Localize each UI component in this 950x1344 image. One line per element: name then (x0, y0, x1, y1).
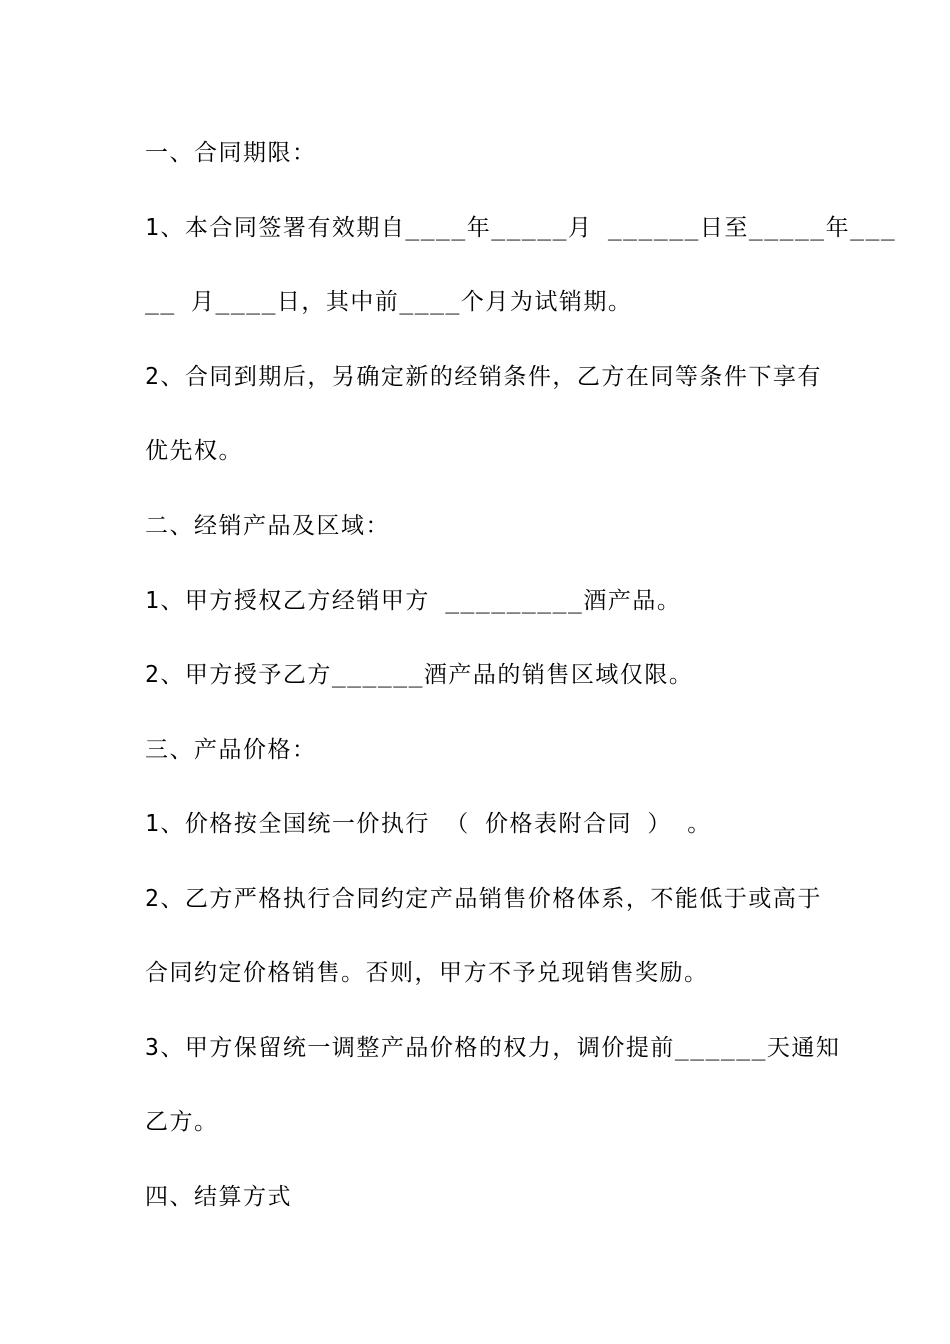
clause-2-2: 2、甲方授予乙方______酒产品的销售区域仅限。 (145, 662, 694, 688)
clause-3-2-line-1: 2、乙方严格执行合同约定产品销售价格体系，不能低于或高于 (145, 886, 822, 912)
clause-1-2-line-2: 优先权。 (145, 438, 243, 464)
clause-3-2-line-2: 合同约定价格销售。否则，甲方不予兑现销售奖励。 (145, 960, 709, 986)
section-heading-settlement: 四、结算方式 (145, 1184, 292, 1210)
section-heading-product-price: 三、产品价格： (145, 737, 317, 763)
clause-2-1: 1、甲方授权乙方经销甲方 _________酒产品。 (145, 588, 682, 614)
section-heading-contract-term: 一、合同期限： (145, 140, 317, 166)
clause-1-1-line-2: __ 月____日，其中前____个月为试销期。 (145, 289, 633, 315)
clause-3-3-line-2: 乙方。 (145, 1109, 219, 1135)
clause-1-1-line-1: 1、本合同签署有效期自____年_____月 ______日至_____年___ (145, 215, 897, 241)
clause-3-3-line-1: 3、甲方保留统一调整产品价格的权力，调价提前______天通知 (145, 1035, 841, 1061)
section-heading-products-region: 二、经销产品及区域： (145, 513, 390, 539)
clause-3-1: 1、价格按全国统一价执行 （ 价格表附合同 ） 。 (145, 811, 712, 837)
clause-1-2-line-1: 2、合同到期后，另确定新的经销条件，乙方在同等条件下享有 (145, 364, 822, 390)
